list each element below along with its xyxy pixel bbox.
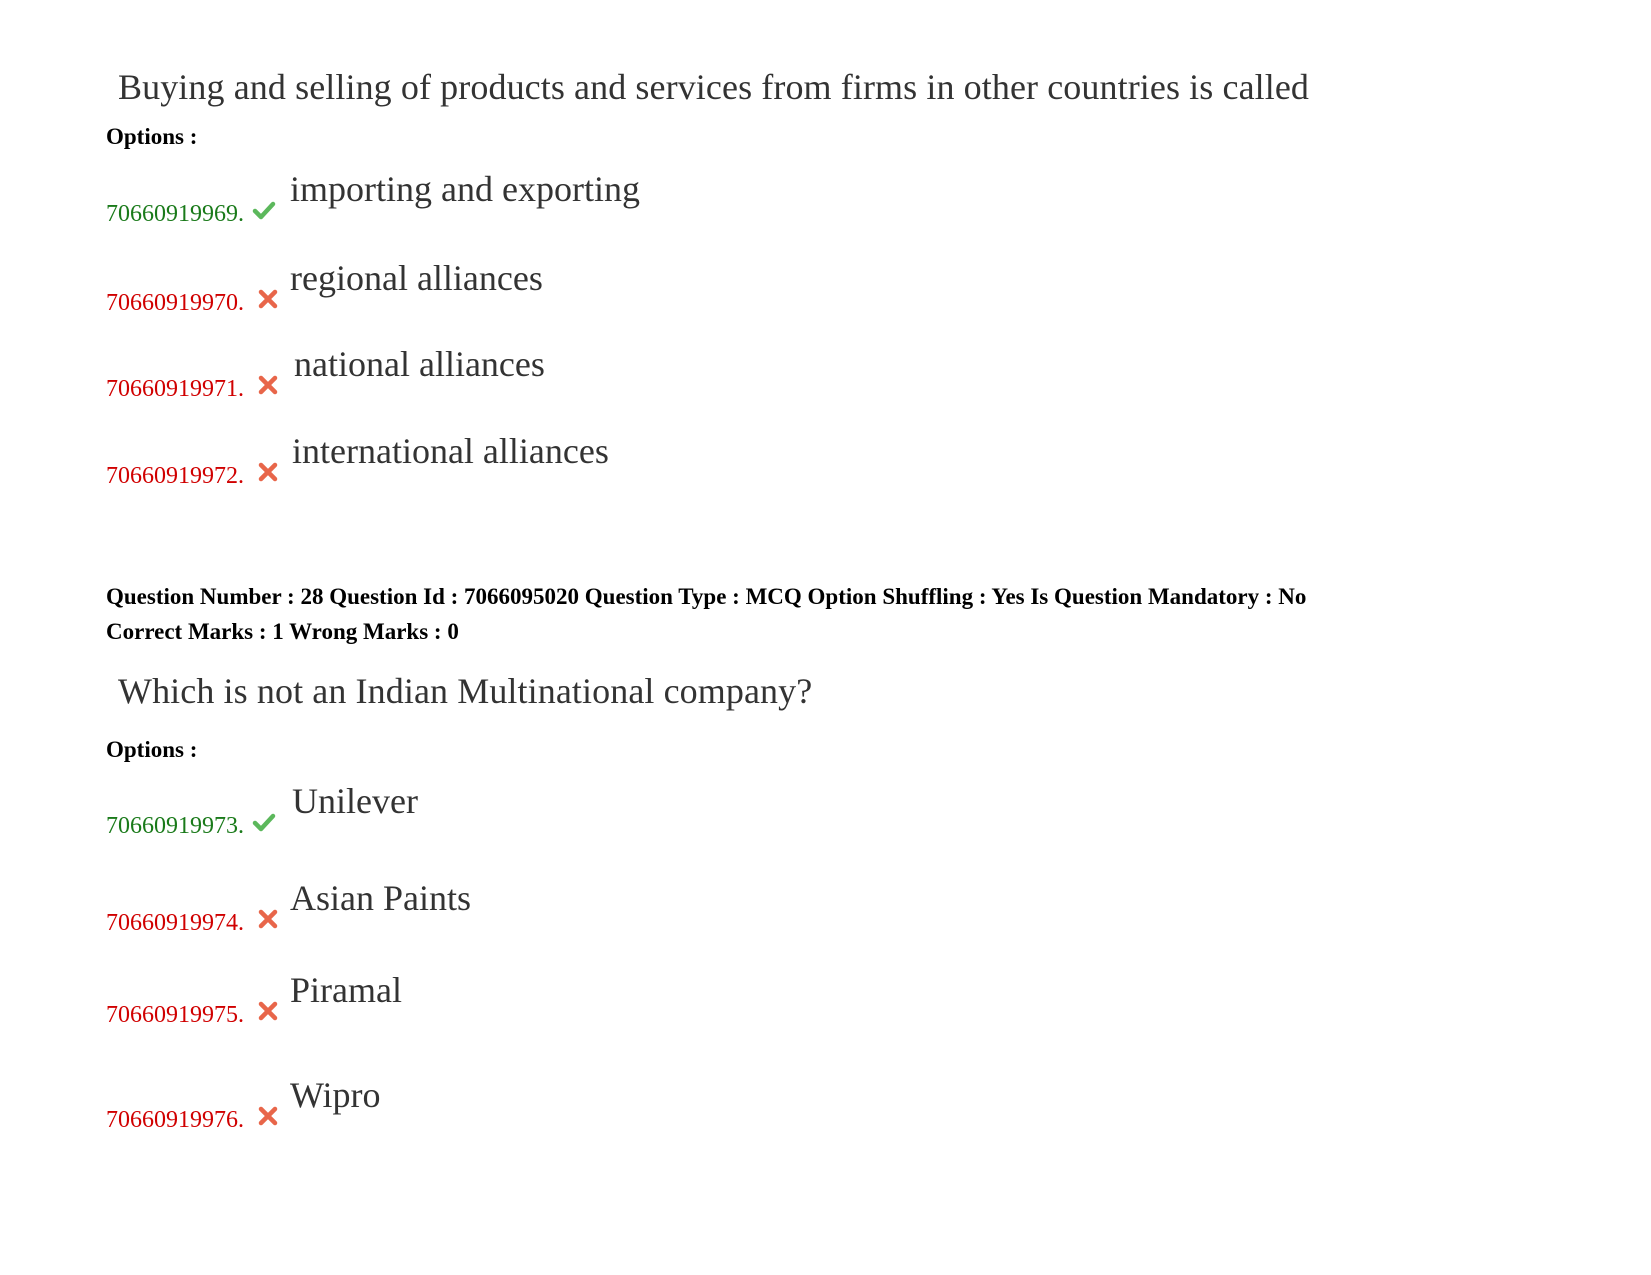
option-id: 70660919969.	[106, 201, 244, 227]
option-text: Unilever	[292, 781, 418, 821]
question-meta: Question Number : 28 Question Id : 7066095020 Question Type : MCQ Option Shuffling : Yes Is Question Mandatory : No	[106, 584, 1307, 609]
cross-icon	[256, 373, 280, 397]
option-text: national alliances	[294, 344, 545, 384]
option-row	[106, 343, 1006, 403]
cross-icon	[256, 999, 280, 1023]
option-id: 70660919970.	[106, 290, 244, 316]
cross-icon	[256, 287, 280, 311]
check-icon	[252, 198, 276, 222]
option-row	[106, 877, 1006, 937]
option-id: 70660919973.	[106, 813, 244, 839]
option-row	[106, 969, 1006, 1029]
option-id: 70660919975.	[106, 1002, 244, 1028]
check-icon	[252, 810, 276, 834]
cross-icon	[256, 460, 280, 484]
question-marks: Correct Marks : 1 Wrong Marks : 0	[106, 619, 459, 644]
option-text: Wipro	[290, 1075, 381, 1115]
option-id: 70660919974.	[106, 910, 244, 936]
option-row	[106, 430, 1006, 490]
option-text: Piramal	[290, 970, 402, 1010]
options-label: Options :	[106, 124, 198, 149]
option-id: 70660919976.	[106, 1107, 244, 1133]
option-text: Asian Paints	[290, 878, 472, 918]
option-row	[106, 168, 1006, 228]
option-text: importing and exporting	[290, 169, 640, 209]
option-row	[106, 1074, 1006, 1134]
cross-icon	[256, 1104, 280, 1128]
question-text: Which is not an Indian Multinational company?	[118, 671, 813, 711]
option-text: regional alliances	[290, 258, 543, 298]
option-id: 70660919972.	[106, 463, 244, 489]
option-id: 70660919971.	[106, 376, 244, 402]
cross-icon	[256, 907, 280, 931]
option-row	[106, 780, 1006, 840]
options-label: Options :	[106, 737, 198, 762]
option-row	[106, 257, 1006, 317]
option-text: international alliances	[292, 431, 609, 471]
question-text: Buying and selling of products and services from firms in other countries is called	[118, 67, 1310, 107]
